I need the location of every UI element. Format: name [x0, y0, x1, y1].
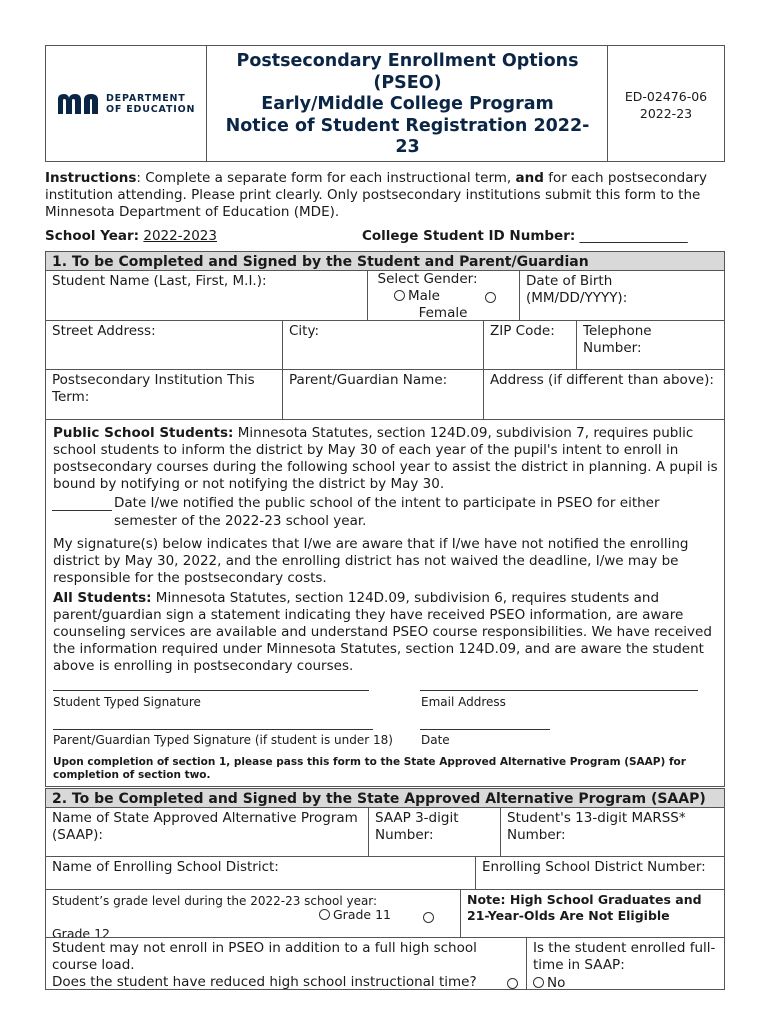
date-notified-blank[interactable] [52, 510, 112, 511]
instructions-label: Instructions [45, 170, 137, 186]
student-name-field[interactable] [45, 270, 368, 321]
logo-text-department: DEPARTMENT [106, 93, 186, 104]
parent-name-field[interactable] [282, 369, 484, 420]
zip-code-field[interactable] [483, 320, 577, 370]
saap-number-label: SAAP 3-digit Number: [375, 810, 459, 843]
section-2-header: 2. To be Completed and Signed by the State Approved Alternative Program (SAAP) [45, 788, 725, 808]
title-line-2: (PSEO) [373, 72, 442, 93]
dob-field[interactable] [519, 270, 725, 321]
parent-name-label: Parent/Guardian Name: [289, 372, 448, 388]
city-field[interactable] [282, 320, 484, 370]
grade-12-label: Grade 12 [52, 926, 110, 941]
fulltime-field [526, 937, 725, 990]
male-label: Male [408, 288, 440, 304]
mde-logo [58, 92, 198, 116]
dob-label: Date of Birth [526, 273, 613, 289]
address-diff-label: Address (if different than above): [490, 372, 714, 388]
student-name-label: Student Name (Last, First, M.I.): [52, 273, 267, 289]
college-id-field[interactable]: ________________ [579, 228, 688, 244]
grade-12-radio-icon[interactable] [423, 912, 434, 923]
dob-format-label: (MM/DD/YYYY): [526, 290, 628, 306]
saap-name-field[interactable] [45, 807, 369, 857]
form-year: 2022-23 [639, 106, 693, 121]
mn-logo-icon [58, 94, 102, 114]
gender-select [367, 270, 520, 321]
telephone-field[interactable] [576, 320, 725, 370]
fulltime-no-label: No [547, 975, 566, 991]
email-label: Email Address [421, 695, 506, 709]
title-line-3: Early/Middle College Program [261, 94, 554, 114]
district-name-field[interactable] [45, 856, 476, 890]
student-signature-line[interactable] [53, 690, 369, 691]
institution-field[interactable] [45, 369, 283, 420]
instructions-text-1: : Complete a separate form for each instructional term, [136, 170, 516, 186]
form-number: ED-02476-06 [624, 89, 708, 104]
marss-field[interactable] [500, 807, 725, 857]
zip-code-label: ZIP Code: [490, 323, 555, 339]
instructions-text-2: for each postsecondary institution attending. Please print clearly. Only postsecondary institutions submit this form to the Minnesota Department of Education (MDE). [45, 170, 708, 220]
street-address-field[interactable] [45, 320, 283, 370]
signature-paragraph: My signature(s) below indicates that I/we are aware that if I/we have not notified the enrolling district by May 30, 2022, and the enrolling district has not waived the deadline, I/we may be responsible for the postsecondary costs. [53, 536, 689, 586]
school-year-label: School Year: [45, 228, 140, 244]
instructions-paragraph [45, 170, 730, 221]
college-id-label: College Student ID Number: [362, 228, 576, 244]
district-number-label: Enrolling School District Number: [482, 859, 706, 875]
section-1-header: 1. To be Completed and Signed by the Student and Parent/Guardian [45, 251, 725, 271]
eligibility-note: Note: High School Graduates and 21-Year-Olds Are Not Eligible [460, 889, 725, 938]
city-label: City: [289, 323, 320, 339]
street-address-label: Street Address: [52, 323, 156, 339]
reduced-time-radio-icon[interactable] [507, 978, 518, 989]
college-student-id [362, 228, 688, 245]
date-line[interactable] [420, 729, 550, 730]
student-signature-label: Student Typed Signature [53, 695, 201, 709]
grade-level-label: Student’s grade level during the 2022-23 school year: [52, 894, 378, 908]
reduced-time-field [45, 937, 527, 990]
male-radio-icon[interactable] [394, 290, 405, 301]
school-year [45, 228, 217, 245]
telephone-label: Telephone [583, 323, 652, 339]
public-school-label: Public School Students: [53, 425, 234, 441]
grade-11-radio[interactable] [319, 907, 391, 922]
header-divider-right [607, 45, 608, 162]
female-label: Female [418, 305, 468, 321]
reduced-time-question: Does the student have reduced high school instructional time? [52, 974, 477, 990]
upon-completion-note: Upon completion of section 1, please pass this form to the State Approved Alternative Program (SAAP) for completion of section two. [53, 756, 686, 781]
male-radio[interactable] [394, 288, 440, 305]
public-school-paragraph [53, 425, 718, 493]
email-line[interactable] [420, 690, 698, 691]
institution-label: Postsecondary Institution This Term: [52, 372, 255, 405]
date-label: Date [421, 733, 450, 747]
grade-11-label: Grade 11 [333, 907, 391, 922]
parent-signature-label: Parent/Guardian Typed Signature (if student is under 18) [53, 733, 393, 747]
marss-label: Student's 13-digit MARSS* Number: [507, 810, 686, 843]
address-diff-field[interactable] [483, 369, 725, 420]
title-line-5: 23 [395, 137, 420, 157]
saap-name-label: Name of State Approved Alternative Program (SAAP): [52, 810, 358, 843]
date-notified-text-1: Date I/we notified the public school of the intent to participate in PSEO for either [114, 495, 660, 511]
page-title [210, 51, 605, 159]
saap-number-field[interactable] [368, 807, 501, 857]
district-number-field[interactable] [475, 856, 725, 890]
instructions-and: and [515, 170, 544, 186]
fulltime-no-radio-icon[interactable] [533, 977, 544, 988]
all-students-text: Minnesota Statutes, section 124D.09, subdivision 6, requires students and parent/guardian sign a statement indicating they have received PSEO information, are aware counseling services are available and understand PSEO course responsibilities. We have received the information required under Minnesota Statutes, section 124D.09, and are aware the student above is enrolling in postsecondary courses. [53, 590, 712, 674]
telephone-label-2: Number: [583, 340, 642, 356]
grade-11-radio-icon[interactable] [319, 909, 330, 920]
date-notified-text-2: semester of the 2022-23 school year. [114, 513, 367, 529]
title-line-4: Notice of Student Registration 2022- [225, 115, 590, 136]
logo-text-education: OF EDUCATION [106, 104, 196, 115]
public-school-text: Minnesota Statutes, section 124D.09, subdivision 7, requires public school students to inform the district by May 30 of each year of the pupil's intent to enroll in postsecondary courses during the following school year to assist the district in planning. A pupil is bound by notifying or not notifying the district by May 30. [53, 425, 718, 492]
title-line-1: Postsecondary Enrollment Options [236, 51, 579, 71]
grade-level-field [45, 889, 461, 941]
may-not-enroll-text: Student may not enroll in PSEO in addition to a full high school course load. [52, 940, 477, 973]
parent-signature-line[interactable] [53, 729, 373, 730]
select-gender-label: Select Gender: [377, 271, 478, 287]
school-year-value[interactable]: 2022-2023 [143, 228, 217, 244]
all-students-paragraph [53, 590, 718, 675]
female-radio-icon[interactable] [485, 292, 496, 303]
all-students-label: All Students: [53, 590, 152, 606]
header-divider-left [206, 45, 207, 162]
fulltime-question: Is the student enrolled full-time in SAAP: [533, 940, 716, 973]
district-name-label: Name of Enrolling School District: [52, 859, 279, 875]
